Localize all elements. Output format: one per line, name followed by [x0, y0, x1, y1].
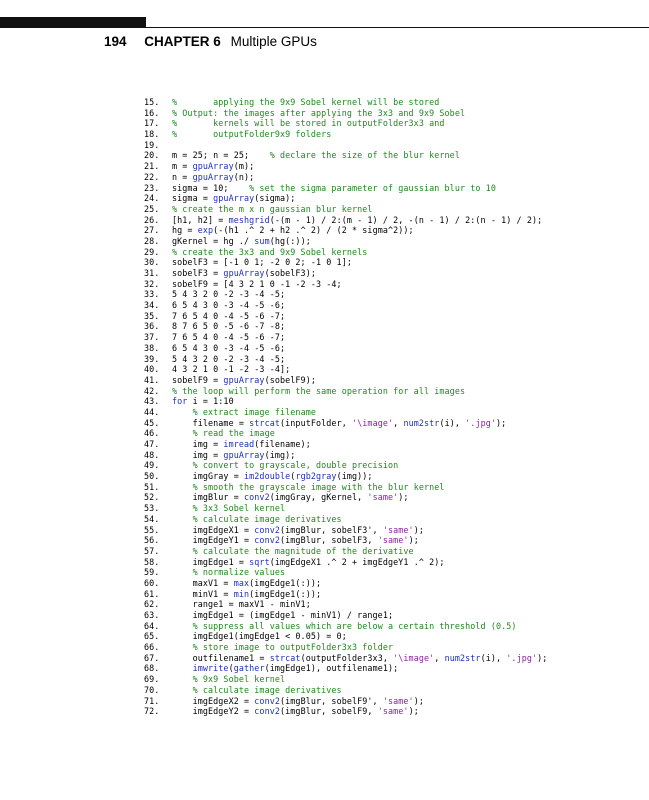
- line-number: 47.: [144, 439, 160, 449]
- code-text: );: [408, 706, 419, 717]
- code-text: 7 6 5 4 0 -4 -5 -6 -7;: [172, 310, 286, 321]
- code-keyword: for: [172, 396, 188, 407]
- code-text: (outputFolder3x3,: [300, 652, 394, 663]
- code-text: imgEdge1 =: [172, 556, 250, 567]
- code-function: conv2: [244, 492, 270, 503]
- code-text: [172, 460, 193, 470]
- code-text: 6 5 4 3 0 -3 -4 -5 -6;: [172, 300, 286, 311]
- code-line: [144, 578, 644, 589]
- code-comment: % calculate image derivatives: [192, 684, 342, 695]
- code-string: '.jpg': [506, 652, 538, 663]
- code-text: (sobelF3);: [264, 268, 316, 278]
- code-text: m =: [172, 161, 193, 172]
- code-text: (imgBlur, sobelF9',: [280, 695, 383, 706]
- code-text: ,: [393, 417, 404, 428]
- code-line: [144, 418, 644, 429]
- line-number: 15.: [144, 97, 160, 107]
- code-comment: % outputFolder9x9 folders: [172, 129, 332, 140]
- code-line: [144, 599, 644, 610]
- code-line: [144, 589, 644, 600]
- code-text: imgEdge1 = (imgEdge1 - minV1) / range1;: [172, 610, 394, 620]
- code-text: 5 4 3 2 0 -2 -3 -4 -5;: [172, 353, 286, 364]
- code-text: (n);: [233, 171, 255, 182]
- code-function: gather: [233, 663, 265, 674]
- line-number: 52.: [144, 492, 160, 503]
- code-text: (m);: [233, 161, 255, 172]
- code-string: 'same': [377, 535, 409, 546]
- line-number: 20.: [144, 150, 160, 161]
- code-line: [144, 535, 644, 546]
- code-text: minV1 =: [172, 588, 234, 599]
- line-number: 61.: [144, 588, 160, 599]
- code-text: [172, 567, 193, 577]
- code-line: [144, 225, 644, 236]
- line-number: 69.: [144, 674, 160, 685]
- line-number: 70.: [144, 684, 160, 695]
- line-number: 16.: [144, 107, 160, 118]
- code-text: (imgBlur, sobelF3',: [280, 524, 383, 535]
- code-text: filename =: [172, 417, 250, 428]
- code-function: conv2: [254, 706, 280, 717]
- line-number: 25.: [144, 203, 160, 214]
- code-text: (filename);: [254, 439, 311, 449]
- line-number: 38.: [144, 342, 160, 353]
- code-text: 6 5 4 3 0 -3 -4 -5 -6;: [172, 342, 286, 353]
- code-comment: % extract image filename: [192, 406, 316, 417]
- code-function: exp: [197, 225, 214, 236]
- header-bar: [0, 17, 146, 28]
- code-function: gpuArray: [223, 374, 265, 385]
- code-function: gpuArray: [223, 268, 265, 278]
- code-text: (imgBlur, sobelF3,: [280, 535, 378, 546]
- code-text: hg =: [172, 225, 198, 236]
- line-number: 29.: [144, 246, 160, 257]
- code-text: img =: [172, 449, 224, 460]
- line-number: 49.: [144, 460, 160, 471]
- code-line: [144, 706, 644, 717]
- code-text: 8 7 6 5 0 -5 -6 -7 -8;: [172, 321, 286, 332]
- line-number: 18.: [144, 129, 160, 140]
- code-comment: % normalize values: [192, 567, 286, 578]
- code-line: [144, 653, 644, 664]
- line-number: 19.: [144, 139, 160, 150]
- code-function: num2str: [444, 652, 481, 663]
- code-line: [144, 407, 644, 418]
- code-text: imgBlur =: [172, 492, 244, 503]
- code-line: [144, 236, 644, 247]
- code-line: [144, 161, 644, 172]
- code-function: strcat: [269, 652, 301, 663]
- line-number: 59.: [144, 567, 160, 578]
- code-line: [144, 546, 644, 557]
- line-number: 63.: [144, 610, 160, 620]
- code-text: sobelF3 = [-1 0 1; -2 0 2; -1 0 1];: [172, 257, 352, 268]
- line-number: 45.: [144, 417, 160, 428]
- code-line: [144, 150, 644, 161]
- code-line: [144, 268, 644, 279]
- code-line: [144, 428, 644, 439]
- code-line: [144, 514, 644, 525]
- code-line: [144, 674, 644, 685]
- code-line: [144, 386, 644, 397]
- code-text: 7 6 5 4 0 -4 -5 -6 -7;: [172, 332, 286, 343]
- line-number: 44.: [144, 406, 160, 417]
- code-comment: % set the sigma parameter of gaussian blur to 10: [249, 182, 496, 193]
- chapter-title: Multiple GPUs: [230, 34, 317, 49]
- line-number: 62.: [144, 599, 160, 610]
- line-number: 67.: [144, 652, 160, 663]
- code-text: (-(h1 .^ 2 + h2 .^ 2) / (2 * sigma^2));: [213, 225, 414, 236]
- line-number: 64.: [144, 620, 160, 631]
- code-text: (imgBlur, sobelF9,: [280, 706, 378, 717]
- code-comment: % kernels will be stored in outputFolder3x3 and: [172, 118, 445, 129]
- code-comment: % 9x9 Sobel kernel: [192, 674, 286, 685]
- code-line: [144, 118, 644, 129]
- code-text: (: [228, 663, 234, 674]
- code-comment: % store image to outputFolder3x3 folder: [192, 642, 394, 653]
- code-comment: % declare the size of the blur kernel: [269, 150, 460, 161]
- code-text: [h1, h2] =: [172, 214, 229, 225]
- code-line: [144, 503, 644, 514]
- code-text: );: [537, 652, 548, 663]
- page-header: [104, 34, 317, 49]
- code-text: [172, 674, 193, 684]
- code-text: n =: [172, 171, 193, 182]
- code-function: conv2: [254, 695, 280, 706]
- line-number: 33.: [144, 289, 160, 300]
- line-number: 39.: [144, 353, 160, 364]
- code-text: [172, 407, 193, 417]
- line-number: 31.: [144, 268, 160, 278]
- code-line: [144, 332, 644, 343]
- code-function: num2str: [403, 417, 440, 428]
- code-text: [172, 503, 193, 513]
- code-string: '\image': [393, 652, 435, 663]
- code-function: gpuArray: [192, 171, 234, 182]
- code-comment: % Output: the images after applying the 3x3 and 9x9 Sobel: [172, 107, 466, 118]
- code-line: [144, 663, 644, 674]
- code-comment: % smooth the grayscale image with the blur kernel: [192, 481, 445, 492]
- code-line: [144, 97, 644, 108]
- code-line: [144, 289, 644, 300]
- code-line: [144, 140, 644, 151]
- code-line: [144, 129, 644, 140]
- line-number: 46.: [144, 428, 160, 439]
- line-number: 48.: [144, 449, 160, 460]
- code-line: [144, 557, 644, 568]
- code-text: (imgEdge1(:));: [249, 577, 322, 588]
- code-string: 'same': [367, 492, 399, 503]
- code-function: conv2: [254, 524, 280, 535]
- line-number: 66.: [144, 642, 160, 653]
- line-number: 30.: [144, 257, 160, 268]
- code-function: meshgrid: [228, 214, 270, 225]
- code-comment: % create the m x n gaussian blur kernel: [172, 203, 373, 214]
- code-text: (img));: [336, 471, 373, 482]
- code-text: (sigma);: [254, 193, 296, 204]
- code-function: strcat: [249, 417, 280, 428]
- code-listing: [144, 97, 644, 717]
- code-comment: % read the image: [192, 428, 275, 439]
- line-number: 27.: [144, 225, 160, 236]
- code-line: [144, 215, 644, 226]
- code-line: [144, 364, 644, 375]
- line-number: 57.: [144, 545, 160, 556]
- code-line: [144, 396, 644, 407]
- code-line: [144, 321, 644, 332]
- code-line: [144, 685, 644, 696]
- code-line: [144, 354, 644, 365]
- code-line: [144, 450, 644, 461]
- code-text: [172, 621, 193, 631]
- code-text: m = 25; n = 25;: [172, 150, 270, 161]
- code-text: );: [413, 695, 424, 706]
- code-line: [144, 621, 644, 632]
- line-number: 56.: [144, 535, 160, 546]
- code-string: '.jpg': [465, 417, 497, 428]
- code-comment: % suppress all values which are below a certain threshold (0.5): [192, 620, 517, 631]
- code-line: [144, 172, 644, 183]
- line-number: 26.: [144, 214, 160, 225]
- line-number: 21.: [144, 161, 160, 172]
- code-line: [144, 631, 644, 642]
- code-text: outfilename1 =: [172, 652, 270, 663]
- code-line: [144, 460, 644, 471]
- code-text: 5 4 3 2 0 -2 -3 -4 -5;: [172, 289, 286, 300]
- code-text: 4 3 2 1 0 -1 -2 -3 -4];: [172, 364, 291, 375]
- code-function: gpuArray: [223, 449, 265, 460]
- line-number: 54.: [144, 513, 160, 524]
- code-text: [172, 685, 193, 695]
- line-number: 60.: [144, 577, 160, 588]
- code-text: );: [398, 492, 409, 503]
- code-function: max: [233, 577, 250, 588]
- line-number: 51.: [144, 481, 160, 492]
- code-line: [144, 247, 644, 258]
- code-text: imgEdgeX2 =: [172, 695, 255, 706]
- code-text: (img);: [264, 449, 296, 460]
- code-line: [144, 343, 644, 354]
- line-number: 58.: [144, 556, 160, 567]
- code-string: 'same': [382, 695, 414, 706]
- code-function: gpuArray: [192, 161, 234, 172]
- code-text: (: [290, 471, 296, 482]
- chapter-label: CHAPTER 6: [144, 34, 221, 49]
- code-text: (i),: [480, 652, 507, 663]
- code-text: range1 = maxV1 - minV1;: [172, 599, 311, 610]
- code-line: [144, 375, 644, 386]
- code-text: ,: [434, 652, 445, 663]
- code-line: [144, 257, 644, 268]
- code-comment: % applying the 9x9 Sobel kernel will be stored: [172, 97, 440, 107]
- code-text: imgEdgeX1 =: [172, 524, 255, 535]
- line-number: 35.: [144, 310, 160, 321]
- line-number: 24.: [144, 193, 160, 204]
- code-function: im2double: [244, 471, 291, 482]
- code-line: [144, 300, 644, 311]
- code-text: sigma =: [172, 193, 214, 204]
- code-text: imgEdgeY1 =: [172, 535, 255, 546]
- line-number: 65.: [144, 631, 160, 642]
- code-line: [144, 642, 644, 653]
- line-number: 55.: [144, 524, 160, 535]
- code-comment: % convert to grayscale, double precision: [192, 460, 399, 471]
- code-text: (hg(:));: [269, 235, 311, 246]
- code-line: [144, 525, 644, 536]
- code-text: imgEdge1(imgEdge1 < 0.05) = 0;: [172, 631, 347, 642]
- code-text: (sobelF9);: [264, 374, 316, 385]
- code-text: maxV1 =: [172, 577, 234, 588]
- code-line: [144, 471, 644, 482]
- code-text: );: [408, 535, 419, 546]
- code-function: rgb2gray: [295, 471, 337, 482]
- code-line: [144, 183, 644, 194]
- code-line: [144, 492, 644, 503]
- line-number: 43.: [144, 396, 160, 407]
- code-line: [144, 696, 644, 707]
- code-line: [144, 567, 644, 578]
- line-number: 37.: [144, 332, 160, 343]
- code-comment: % create the 3x3 and 9x9 Sobel kernels: [172, 246, 368, 257]
- code-comment: % 3x3 Sobel kernel: [192, 503, 286, 514]
- code-function: sqrt: [249, 556, 270, 567]
- line-number: 40.: [144, 364, 160, 375]
- code-line: [144, 482, 644, 493]
- line-number: 28.: [144, 235, 160, 246]
- code-function: min: [233, 588, 250, 599]
- code-text: sobelF3 =: [172, 268, 224, 278]
- line-number: 36.: [144, 321, 160, 332]
- line-number: 72.: [144, 706, 160, 717]
- code-text: (-(m - 1) / 2:(m - 1) / 2, -(n - 1) / 2:(n - 1) / 2);: [269, 214, 543, 225]
- code-line: [144, 439, 644, 450]
- code-text: i = 1:10: [187, 396, 234, 407]
- line-number: 17.: [144, 118, 160, 129]
- code-string: 'same': [377, 706, 409, 717]
- code-function: conv2: [254, 535, 280, 546]
- line-number: 34.: [144, 300, 160, 311]
- line-number: 68.: [144, 663, 160, 674]
- code-string: 'same': [382, 524, 414, 535]
- code-text: (inputFolder,: [280, 417, 352, 428]
- line-number: 22.: [144, 171, 160, 182]
- code-text: imgGray =: [172, 471, 244, 482]
- code-function: imread: [223, 439, 255, 449]
- code-function: sum: [254, 235, 270, 246]
- line-number: 71.: [144, 695, 160, 706]
- code-text: [172, 642, 193, 652]
- code-text: imgEdgeY2 =: [172, 706, 255, 717]
- header-rule: [146, 27, 649, 28]
- code-line: [144, 610, 644, 621]
- code-line: [144, 279, 644, 290]
- code-text: [172, 514, 193, 524]
- code-string: '\image': [352, 417, 394, 428]
- line-number: 50.: [144, 471, 160, 482]
- code-text: [172, 482, 193, 492]
- code-text: sobelF9 = [4 3 2 1 0 -1 -2 -3 -4;: [172, 278, 342, 289]
- code-text: [172, 663, 193, 673]
- code-text: (i),: [439, 417, 466, 428]
- code-text: );: [413, 524, 424, 535]
- code-text: (imgEdgeX1 .^ 2 + imgEdgeY1 .^ 2);: [269, 556, 445, 567]
- code-text: (imgEdge1), outfilename1);: [264, 663, 399, 674]
- code-line: [144, 108, 644, 119]
- code-comment: % the loop will perform the same operation for all images: [172, 385, 466, 396]
- code-text: [172, 546, 193, 556]
- line-number: 32.: [144, 278, 160, 289]
- code-text: (imgEdge1(:));: [249, 588, 322, 599]
- code-text: (imgGray, gKernel,: [269, 492, 368, 503]
- line-number: 23.: [144, 182, 160, 193]
- code-text: [172, 428, 193, 438]
- code-line: [144, 204, 644, 215]
- code-line: [144, 193, 644, 204]
- line-number: 53.: [144, 503, 160, 514]
- code-text: sobelF9 =: [172, 374, 224, 385]
- code-text: );: [496, 417, 507, 428]
- code-function: gpuArray: [213, 193, 255, 204]
- code-comment: % calculate the magnitude of the derivative: [192, 545, 414, 556]
- line-number: 42.: [144, 385, 160, 396]
- code-comment: % calculate image derivatives: [192, 513, 342, 524]
- code-text: sigma = 10;: [172, 182, 250, 193]
- line-number: 41.: [144, 374, 160, 385]
- page-number: 194: [104, 34, 127, 49]
- code-function: imwrite: [192, 663, 229, 674]
- code-text: gKernel = hg ./: [172, 235, 255, 246]
- code-line: [144, 311, 644, 322]
- code-text: img =: [172, 439, 224, 449]
